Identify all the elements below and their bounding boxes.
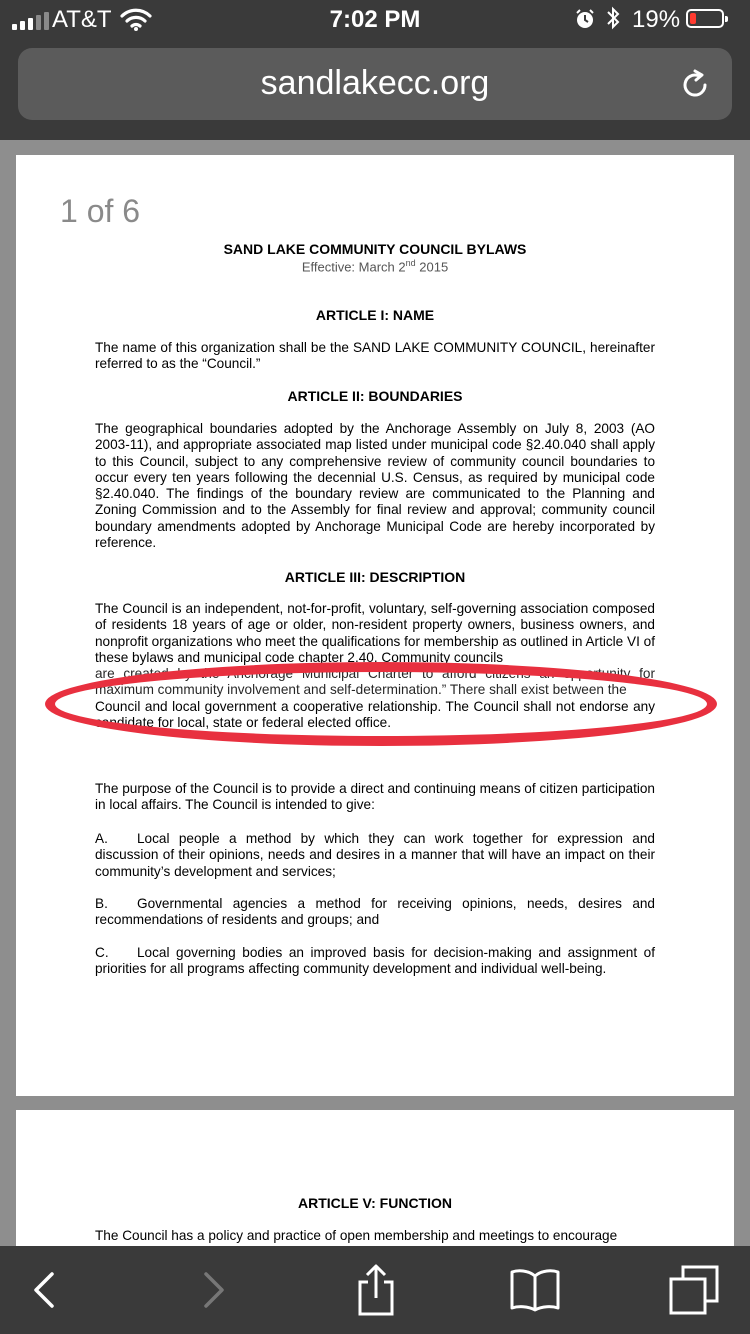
article-3-text-1: The Council is an independent, not-for-profit, voluntary, self-governing association composed of residents 18 years of age or older, non-resident property owners, business owners, and nonprofit organizations who meet the qualifications for membership as outlined in Article VI of these bylaws and municipal code chapter 2.40. Community councils [95,601,655,665]
article-2-heading: ARTICLE II: BOUNDARIES [287,388,463,404]
alarm-icon [574,8,596,35]
list-item-b: B. Governmental agencies a method for receiving opinions, needs, desires and recommendations of residents and groups; and [95,896,655,928]
article-5-text: The Council has a policy and practice of open membership and meetings to encourage [95,1228,618,1243]
chevron-right-icon[interactable] [188,1246,238,1334]
article-3-text-3: Council and local government a cooperative relationship. The Council shall not endorse any candidate for local, state or federal elected office. [95,699,655,731]
tabs-icon[interactable] [664,1246,724,1334]
browser-chrome [0,0,750,140]
address-bar[interactable] [18,48,732,120]
article-3-heading: ARTICLE III: DESCRIPTION [284,569,466,585]
battery-level [690,13,696,24]
browser-toolbar [0,1246,750,1334]
carrier-name: AT&T [52,6,112,33]
bluetooth-icon [605,5,621,38]
pdf-page-1 [16,155,734,1096]
article-1-text: The name of this organization shall be the SAND LAKE COMMUNITY COUNCIL, hereinafter referred to as the “Council.” [95,340,655,372]
battery-percent: 19% [632,6,681,33]
book-icon[interactable] [505,1246,565,1334]
battery-icon [686,9,724,28]
article-2-text: The geographical boundaries adopted by the Anchorage Assembly on July 8, 2003 (AO 2003-11), and appropriate associated map listed under municipal code §2.40.040 shall apply to this Council, subject to any comprehensive review of community council boundaries to occur every ten years following the decennial U.S. Census, as required by municipal code §2.40.040. The findings of the boundary review are communicated to the Planning and Zoning Commission and to the Assembly for final review and approval; community council boundary amendments adopted by Anchorage Municipal Code are hereby incorporated by reference. [95,421,655,551]
status-time: 7:02 PM [329,6,421,33]
article-3-text-2: are created by the Anchorage Municipal Charter to afford citizens an opportunity for maximum community involvement and self-determination.” There shall exist between the [95,666,655,698]
effective-date: Effective: March 2nd 2015 [301,258,449,275]
reload-icon[interactable] [678,68,712,107]
list-item-a: A. Local people a method by which they can work together for expression and discussion of their opinions, needs and desires in a manner that will have an impact on their community’s development and services; [95,831,655,879]
url-text[interactable]: sandlakecc.org [260,64,490,102]
page-indicator: 1 of 6 [60,193,141,229]
document-title: SAND LAKE COMMUNITY COUNCIL BYLAWS [223,241,527,257]
article-4-intro: The purpose of the Council is to provide a direct and continuing means of citizen participation in local affairs. The Council is intended to give: [95,781,655,813]
chevron-left-icon[interactable] [20,1246,70,1334]
red-highlight-ellipse [45,662,717,746]
article-1-heading: ARTICLE I: NAME [315,307,435,323]
article-5-heading: ARTICLE V: FUNCTION [298,1195,452,1211]
list-item-c: C. Local governing bodies an improved basis for decision-making and assignment of priorities for all programs affecting community development and individual well-being. [95,945,655,977]
status-bar [0,0,750,40]
share-icon[interactable] [348,1246,404,1334]
